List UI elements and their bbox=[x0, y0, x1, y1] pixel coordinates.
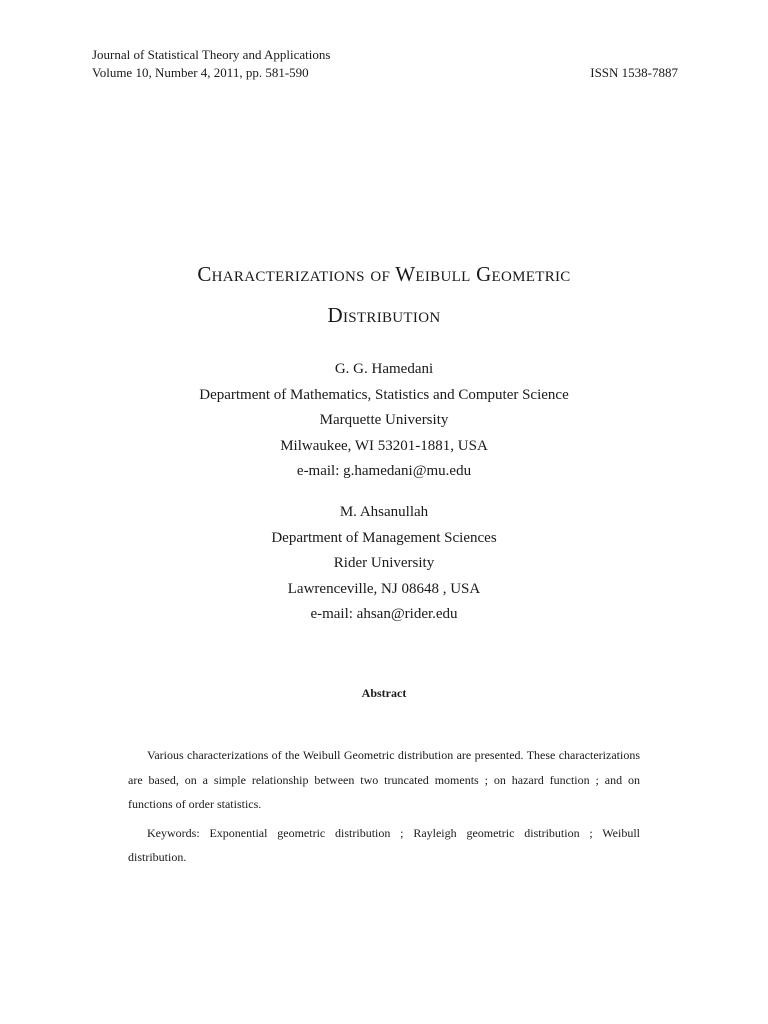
abstract-heading: Abstract bbox=[361, 686, 407, 700]
abstract-body bbox=[128, 743, 640, 870]
author-email: e-mail: ahsan@rider.edu bbox=[310, 606, 458, 623]
abstract-text: Various characterizations of the Weibull Geometric distribution are presented. These characterizations are based, on a simple relationship between two truncated moments ; on hazard function ; and on functions of order statistics. bbox=[128, 748, 640, 811]
author-location: Lawrenceville, NJ 08648 , USA bbox=[287, 580, 481, 597]
journal-issn: ISSN 1538-7887 bbox=[590, 65, 678, 80]
paper-title-line-1: Characterizations of Weibull Geometric bbox=[197, 262, 571, 286]
author-name: G. G. Hamedani bbox=[334, 361, 434, 377]
journal-name: Journal of Statistical Theory and Applications bbox=[92, 47, 331, 62]
author-location: Milwaukee, WI 53201-1881, USA bbox=[280, 437, 488, 454]
author-email: e-mail: g.hamedani@mu.edu bbox=[296, 463, 472, 480]
author-block-2 bbox=[0, 500, 768, 628]
author-block-1 bbox=[0, 357, 768, 485]
author-university: Marquette University bbox=[319, 412, 449, 429]
author-department: Department of Mathematics, Statistics and Computer Science bbox=[199, 386, 569, 403]
journal-volume: Volume 10, Number 4, 2011, pp. 581-590 bbox=[92, 65, 309, 80]
paper-title-line-2: Distribution bbox=[327, 303, 441, 327]
author-department: Department of Management Sciences bbox=[271, 529, 497, 546]
journal-header bbox=[92, 46, 678, 82]
keywords: Keywords: Exponential geometric distribution ; Rayleigh geometric distribution ; Weibull distribution. bbox=[128, 825, 640, 864]
author-university: Rider University bbox=[333, 555, 435, 572]
author-name: M. Ahsanullah bbox=[339, 504, 429, 520]
